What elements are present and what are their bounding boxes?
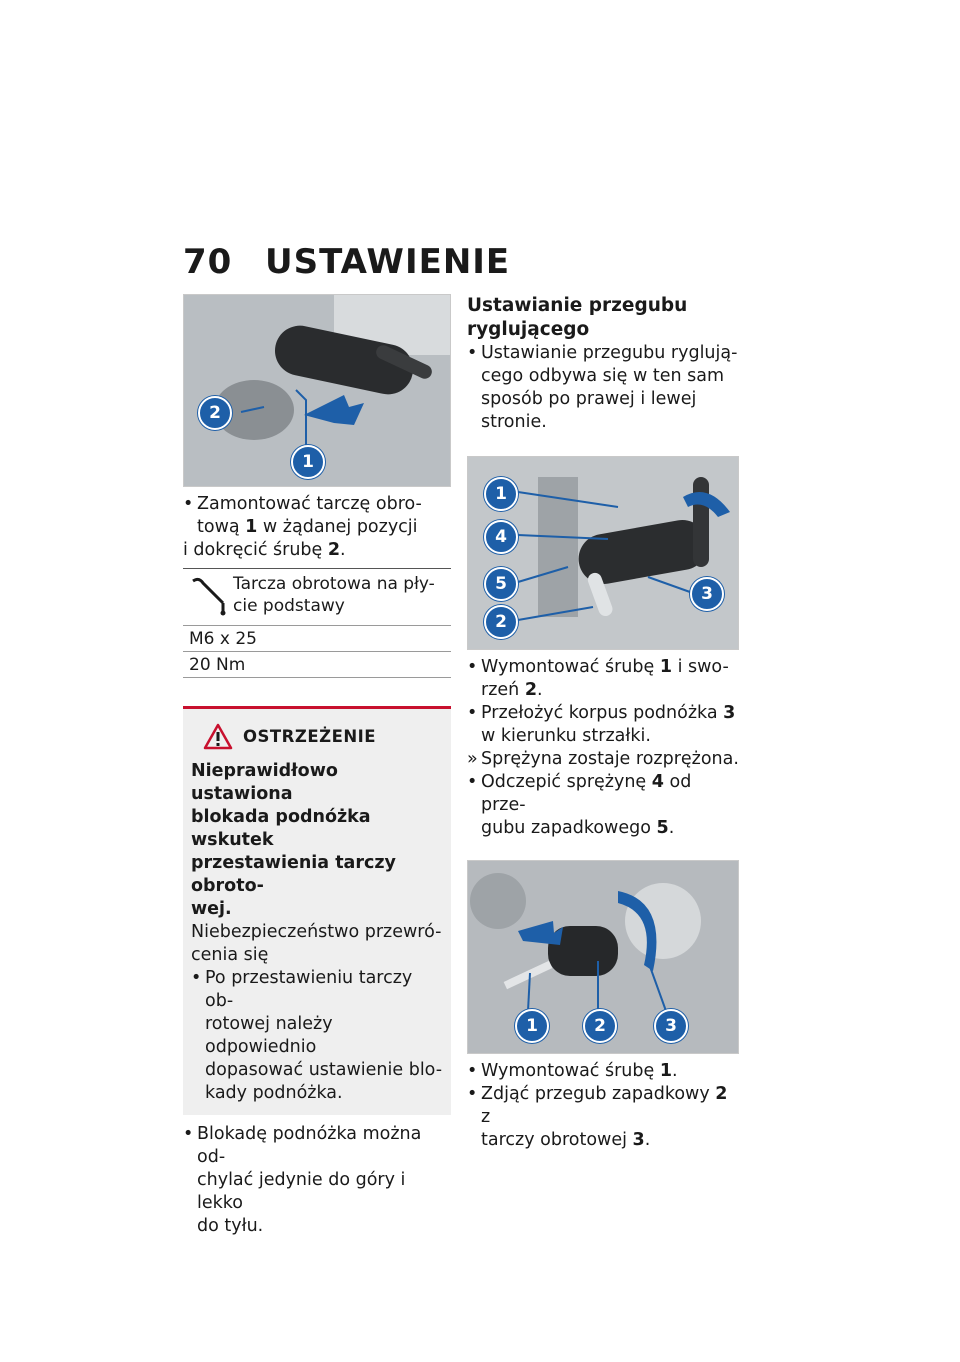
spec-title-line2: cie podstawy xyxy=(233,596,345,616)
section-heading: Ustawianie przegubu ryglującego xyxy=(467,295,688,340)
page-header xyxy=(183,242,510,282)
left-column xyxy=(183,294,451,1238)
torque-spec-table xyxy=(183,568,451,678)
callout-1: 1 xyxy=(291,445,325,479)
step-result-spring: » Sprężyna zostaje rozprężona. xyxy=(467,749,739,769)
warning-triangle-icon xyxy=(203,723,233,750)
warning-hazard-line: cenia się xyxy=(191,945,269,965)
spec-header xyxy=(183,569,451,626)
step-unhook-spring: • Odczepić sprężynę 4 od prze- gubu zapadkowego 5. xyxy=(467,772,692,838)
spec-torque: 20 Nm xyxy=(183,652,451,678)
warning-instruction: • Po przestawieniu tarczy ob- rotowej należy odpowiednio dopasować ustawienie blo- kady podnóżka. xyxy=(191,968,443,1103)
warning-heading-line: Nieprawidłowo ustawiona xyxy=(191,761,338,804)
step-remove-bolt: • Wymontować śrubę 1. xyxy=(467,1061,678,1081)
page-title: USTAWIENIE xyxy=(265,242,511,282)
callout-2: 2 xyxy=(484,605,518,639)
warning-box xyxy=(183,706,451,1115)
wrench-icon xyxy=(189,573,233,621)
warning-hazard-line: Niebezpieczeństwo przewró- xyxy=(191,922,442,942)
spec-title-line1: Tarcza obrotowa na pły- xyxy=(233,574,435,594)
figure-locking-joint xyxy=(467,456,739,650)
callout-2: 2 xyxy=(198,396,232,430)
warning-heading-line: przestawienia tarczy obroto- xyxy=(191,853,396,896)
spec-bolt-size: M6 x 25 xyxy=(183,626,451,652)
callout-1: 1 xyxy=(484,477,518,511)
step-mount-disc: • Zamontować tarczę obro- tową 1 w żądanej pozycji i dokręcić śrubę 2. xyxy=(183,494,422,560)
callout-5: 5 xyxy=(484,567,518,601)
step-lock-tilt: • Blokadę podnóżka można od- chylać jedynie do góry i lekko do tyłu. xyxy=(183,1124,422,1236)
step-remove-bolt-pin: • Wymontować śrubę 1 i swo- rzeń 2. xyxy=(467,657,729,700)
callout-3: 3 xyxy=(654,1009,688,1043)
intro-text: • Ustawianie przegubu ryglują- cego odbywa się w ten sam sposób po prawej i lewej stronie. xyxy=(467,343,738,432)
warning-label: OSTRZEŻENIE xyxy=(243,727,377,746)
warning-heading-line: wej. xyxy=(191,899,232,919)
right-column xyxy=(467,294,739,1152)
warning-heading-line: blokada podnóżka wskutek xyxy=(191,807,371,850)
step-remove-ratchet: • Zdjąć przegub zapadkowy 2 z tarczy obrotowej 3. xyxy=(467,1084,728,1150)
callout-4: 4 xyxy=(484,520,518,554)
page-number: 70 xyxy=(183,242,233,282)
step-move-footrest: • Przełożyć korpus podnóżka 3 w kierunku strzałki. xyxy=(467,703,736,746)
callout-3: 3 xyxy=(690,577,724,611)
figure-footrest-assembly xyxy=(183,294,451,487)
callout-2: 2 xyxy=(583,1009,617,1043)
figure-ratchet-joint xyxy=(467,860,739,1054)
callout-1: 1 xyxy=(515,1009,549,1043)
